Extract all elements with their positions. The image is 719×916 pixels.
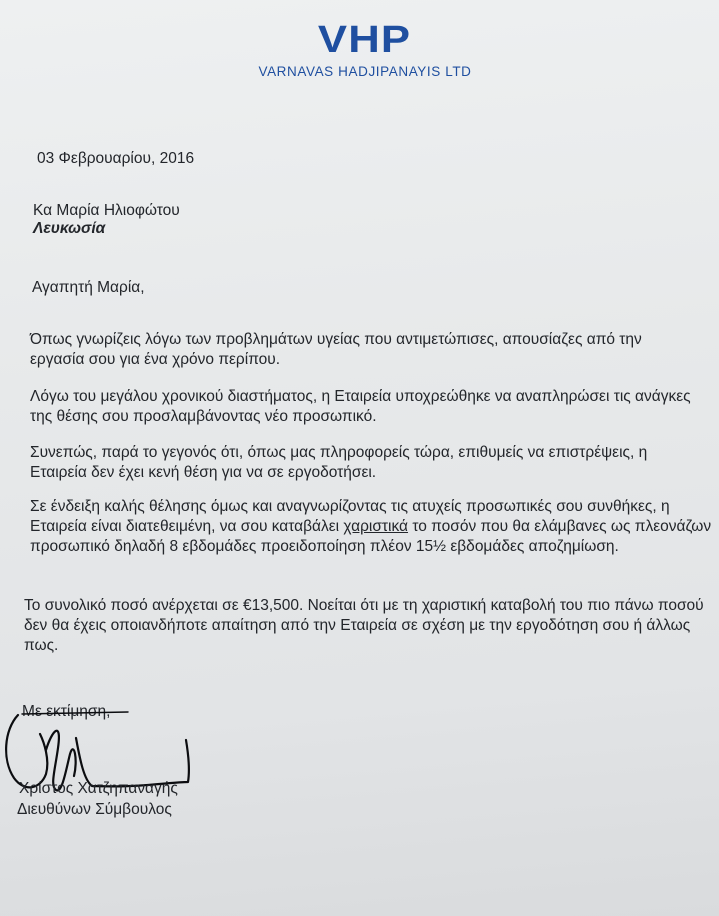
underlined-word: χαριστικά <box>343 518 409 535</box>
paragraph-4-start: Σε ένδειξη καλής θέλησης όμως και αναγνωρίζοντας τις ατυχείς προσωπικές σου συνθήκες, η Εταιρεία είναι διατεθειμένη, να σου καταβάλει <box>30 498 670 535</box>
paragraph-1: Όπως γνωρίζεις λόγω των προβλημάτων υγείας που αντιμετώπισες, απουσίαζες από την εργασία σου για ένα χρόνο περίπου. <box>30 331 642 368</box>
recipient-city: Λευκωσία <box>33 220 106 237</box>
signer-name: Χρίστος Χατζηπαναγής <box>19 780 178 797</box>
paragraph-4-end: το ποσόν που θα ελάμβανες ως πλεονάζων προσωπικό δηλαδή 8 εβδομάδες προειδοποίηση πλέον 15½ εβδομάδες αποζημίωση. <box>30 518 712 555</box>
paragraph-3: Συνεπώς, παρά το γεγονός ότι, όπως μας πληροφορείς τώρα, επιθυμείς να επιστρέψεις, η Εταιρεία δεν έχει κενή θέση για να σε εργοδοτήσει. <box>30 444 648 481</box>
signer-title: Διευθύνων Σύμβουλος <box>17 801 172 818</box>
company-name: VARNAVAS HADJIPANAYIS LTD <box>258 64 472 79</box>
letter-date: 03 Φεβρουαρίου, 2016 <box>37 150 195 167</box>
closing: Με εκτίμηση, <box>22 703 111 720</box>
company-logo <box>250 18 480 79</box>
logo-mark: VHP <box>318 19 412 61</box>
paragraph-5: Το συνολικό ποσό ανέρχεται σε €13,500. Νοείται ότι με τη χαριστική καταβολή του πιο πάνω ποσού δεν θα έχεις οποιανδήποτε απαίτηση από την Εταιρεία σε σχέση με την εργοδότηση σου ή άλλως πως. <box>24 597 704 654</box>
greeting: Αγαπητή Μαρία, <box>32 279 145 296</box>
paragraph-2: Λόγω του μεγάλου χρονικού διαστήματος, η Εταιρεία υποχρεώθηκε να αναπληρώσει τις ανάγκες της θέσης σου προσλαμβάνοντας νέο προσωπικό. <box>30 388 691 425</box>
paragraph-4 <box>30 497 712 557</box>
recipient-name: Κα Μαρία Ηλιοφώτου <box>33 202 180 219</box>
